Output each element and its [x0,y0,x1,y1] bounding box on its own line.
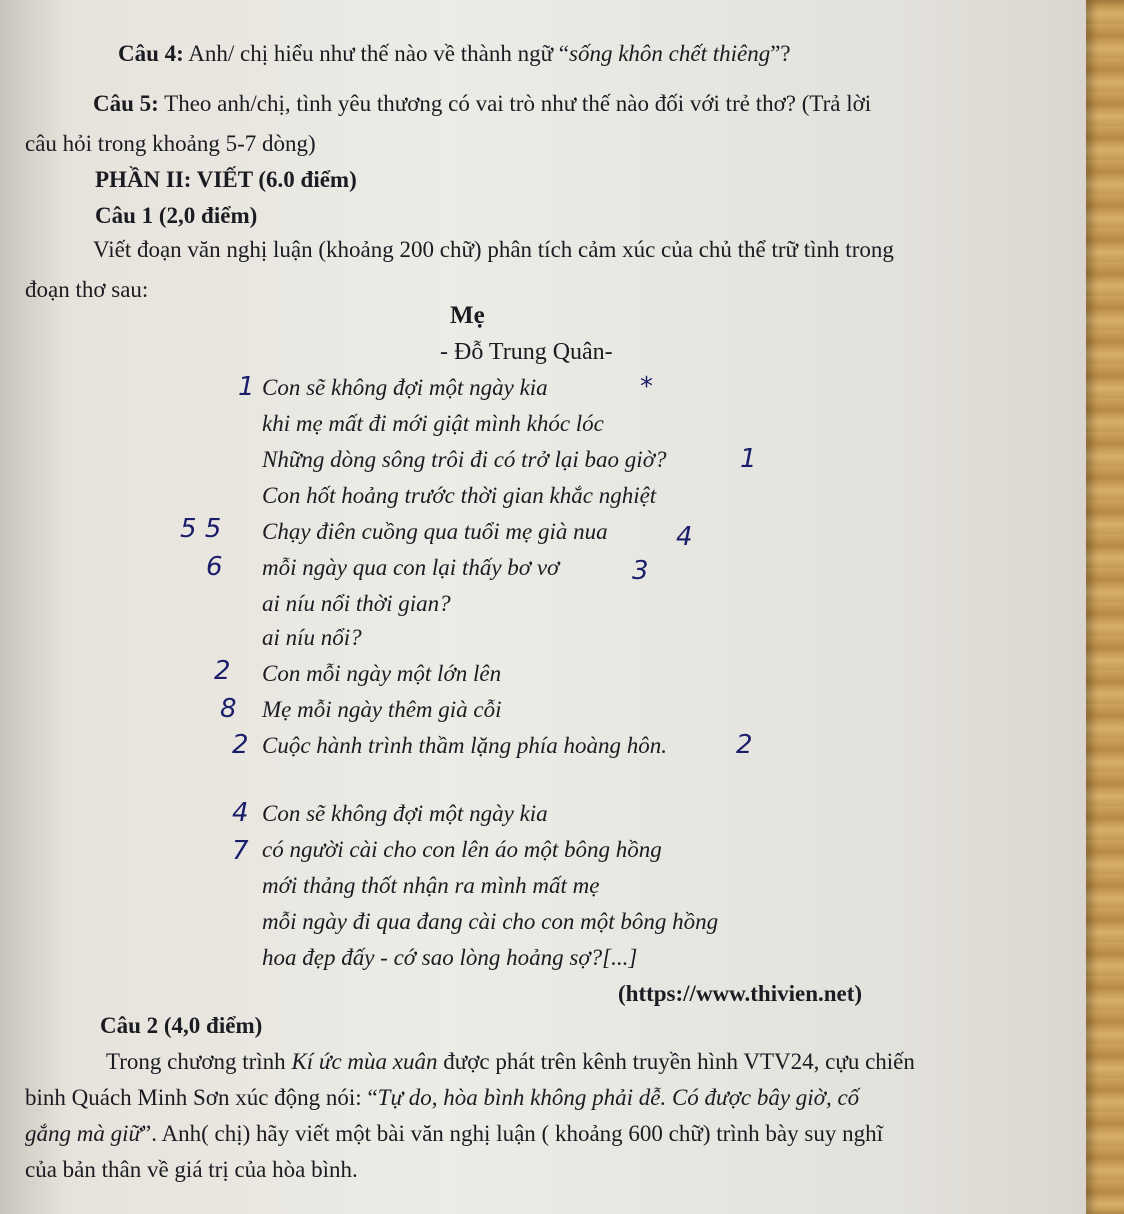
poem-line-5: Chạy điên cuồng qua tuổi mẹ già nua [262,519,608,544]
handwritten-mark: 3 [632,556,649,586]
cau-2-program-name: Kí ức mùa xuân [291,1049,438,1074]
cau-2-line-1 [106,1048,915,1076]
poem-title: Mẹ [450,302,485,329]
poem-line-10: Mẹ mỗi ngày thêm già cỗi [262,697,502,722]
cau-2-line-4: của bản thân về giá trị của hòa bình. [25,1157,358,1182]
poem-line-11: Cuộc hành trình thầm lặng phía hoàng hôn. [262,733,668,758]
cau-2-quote: Tự do, hòa bình không phải dễ. Có được bây giờ, cố [377,1085,860,1110]
poem-source-link: (https://www.thivien.net) [618,981,863,1006]
poem-line-6: mỗi ngày qua con lại thấy bơ vơ [262,555,560,580]
question-5-text-a: Theo anh/chị, tình yêu thương có vai trò như thế nào đối với trẻ thơ? (Trả lời [158,91,872,116]
poem-line-12: Con sẽ không đợi một ngày kia [262,801,548,826]
cau-2-line-2 [25,1084,859,1112]
cau-1-prompt-continued: đoạn thơ sau: [25,277,149,302]
cau-2-text: được phát trên kênh truyền hình VTV24, cựu chiến [437,1049,915,1074]
cau-2-heading: Câu 2 (4,0 điểm) [100,1013,263,1038]
poem-line-2: khi mẹ mất đi mới giật mình khóc lóc [262,411,604,436]
handwritten-mark: 2 [736,730,753,760]
poem-line-16: hoa đẹp đấy - cớ sao lòng hoảng sợ?[...] [262,945,638,970]
poem-line-9: Con mỗi ngày một lớn lên [262,661,502,686]
cau-2-text: Trong chương trình [106,1049,292,1074]
handwritten-mark: 4 [676,522,693,552]
cau-2-line-3 [25,1120,883,1148]
question-4 [118,40,791,68]
background-wood-edge [1086,0,1124,1214]
handwritten-mark: 2 [214,656,231,686]
handwritten-mark: 2 [232,730,249,760]
poem-line-13: có người cài cho con lên áo một bông hồng [262,837,662,862]
question-4-text-a: Anh/ chị hiểu như thế nào về thành ngữ “ [183,41,569,66]
handwritten-mark: 8 [220,694,237,724]
poem-author: - Đỗ Trung Quân- [440,339,613,365]
question-4-text-b: ”? [770,41,791,66]
question-4-label: Câu 4: [118,41,184,66]
poem-line-7: ai níu nổi thời gian? [262,591,451,616]
question-5-label: Câu 5: [93,91,159,116]
poem-line-8: ai níu nổi? [262,625,362,650]
cau-1-prompt: Viết đoạn văn nghị luận (khoảng 200 chữ) phân tích cảm xúc của chủ thể trữ tình trong [93,237,894,262]
handwritten-mark: 5 5 [180,514,222,544]
handwritten-mark: 1 [740,444,757,474]
handwritten-mark: 6 [206,552,223,582]
handwritten-mark: 7 [232,836,249,866]
question-5 [93,90,871,118]
poem-line-15: mỗi ngày đi qua đang cài cho con một bông hồng [262,909,719,934]
poem-line-14: mới thảng thốt nhận ra mình mất mẹ [262,873,600,898]
cau-2-text: binh Quách Minh Sơn xúc động nói: “ [25,1085,378,1110]
handwritten-mark: 1 [238,372,255,402]
cau-2-text: ”. Anh( chị) hãy viết một bài văn nghị luận ( khoảng 600 chữ) trình bày suy nghĩ [141,1121,883,1146]
poem-line-1: Con sẽ không đợi một ngày kia [262,375,548,400]
handwritten-mark: 4 [232,798,249,828]
handwritten-mark: * [640,372,653,402]
part-2-heading: PHẦN II: VIẾT (6.0 điểm) [95,167,357,192]
question-4-idiom: sống khôn chết thiêng [569,41,771,66]
poem-line-3: Những dòng sông trôi đi có trở lại bao giờ? [262,447,667,472]
cau-2-quote: gắng mà giữ [25,1121,142,1146]
poem-line-4: Con hốt hoảng trước thời gian khắc nghiệt [262,483,657,508]
question-5-continued: câu hỏi trong khoảng 5-7 dòng) [25,131,316,156]
cau-1-heading: Câu 1 (2,0 điểm) [95,203,258,228]
